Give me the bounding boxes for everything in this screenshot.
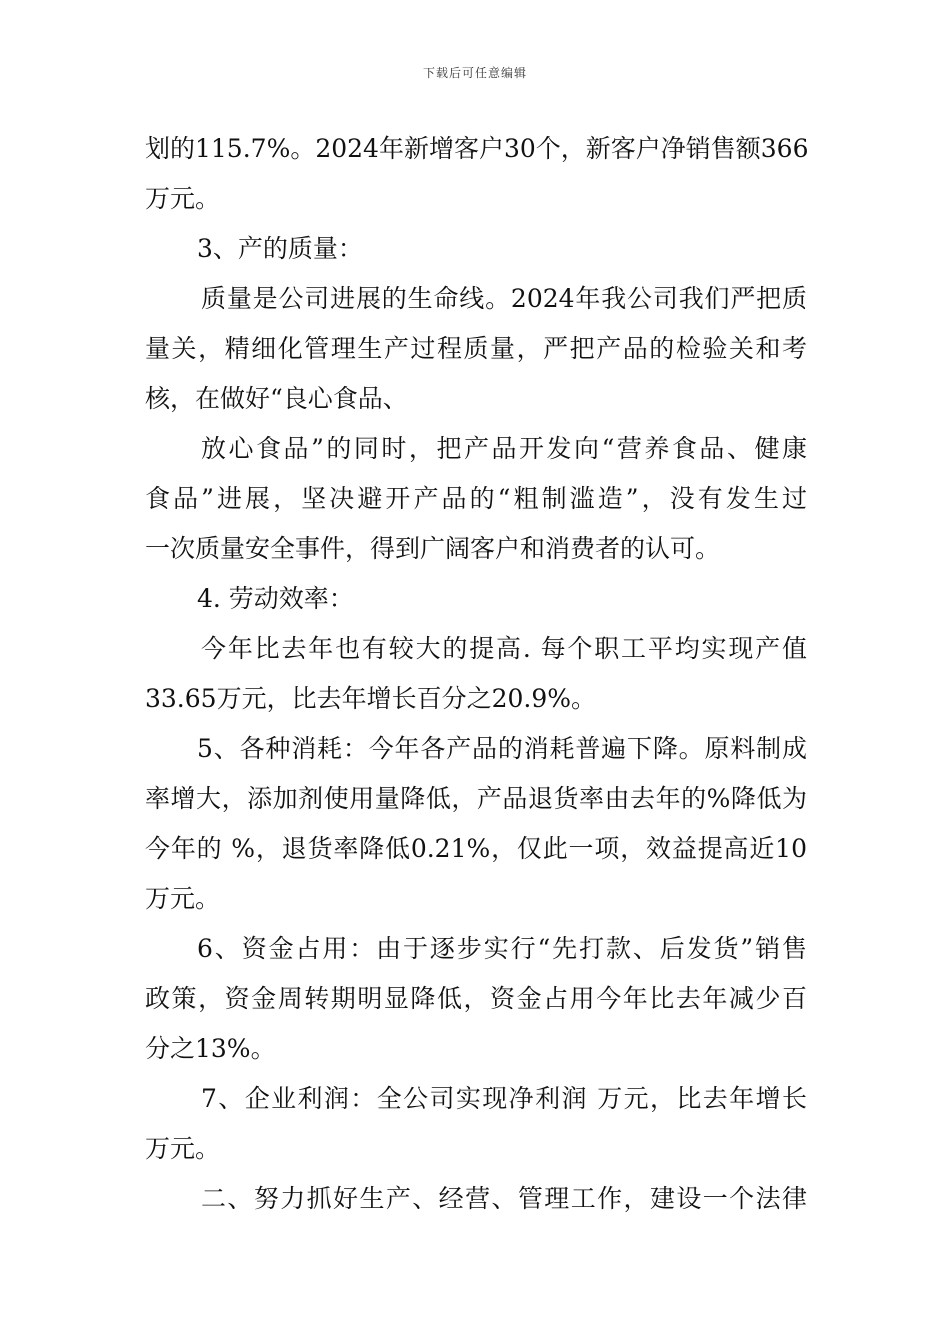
text-line: 万元。 [145,184,221,213]
text-line: 政策，资金周转期明显降低，资金占用今年比去年减少百 [145,984,807,1013]
text-line: 质量是公司进展的生命线。2024年我公司我们严把质 [201,284,807,313]
text-line: 万元。 [145,884,221,913]
text-line: 放心食品”的同时，把产品开发向“营养食品、健康 [201,434,807,463]
text-line: 分之13%。 [145,1034,276,1063]
text-line: 今年的 %，退货率降低0.21%，仅此一项，效益提高近10 [145,834,807,863]
text-line: 今年比去年也有较大的提高. 每个职工平均实现产值 [201,634,807,663]
section-heading-quality: 3、产的质量： [197,234,363,263]
document-body [145,124,807,1224]
text-line: 量关，精细化管理生产过程质量，严把产品的检验关和考 [145,334,807,363]
text-line: 率增大，添加剂使用量降低，产品退货率由去年的%降低为 [145,784,807,813]
text-line: 食品”进展，坚决避开产品的“粗制滥造”，没有发生过 [145,484,807,513]
text-line: 33.65万元，比去年增长百分之20.9%。 [145,684,596,713]
text-line: 5、各种消耗：今年各产品的消耗普遍下降。原料制成 [197,734,807,763]
text-line: 二、努力抓好生产、经营、管理工作，建设一个法律 [201,1184,807,1213]
text-line: 划的115.7%。2024年新增客户30个，新客户净销售额366 [145,134,809,163]
page-header: 下载后可任意编辑 [422,66,527,80]
text-line: 7、企业利润：全公司实现净利润 万元，比去年增长 [201,1084,807,1113]
text-line: 万元。 [145,1134,221,1163]
section-heading-labor-efficiency: 4. 劳动效率： [197,584,354,613]
text-line: 核，在做好“良心食品、 [145,384,408,413]
text-line: 6、资金占用：由于逐步实行“先打款、后发货”销售 [197,934,807,963]
text-line: 一次质量安全事件，得到广阔客户和消费者的认可。 [145,534,721,563]
